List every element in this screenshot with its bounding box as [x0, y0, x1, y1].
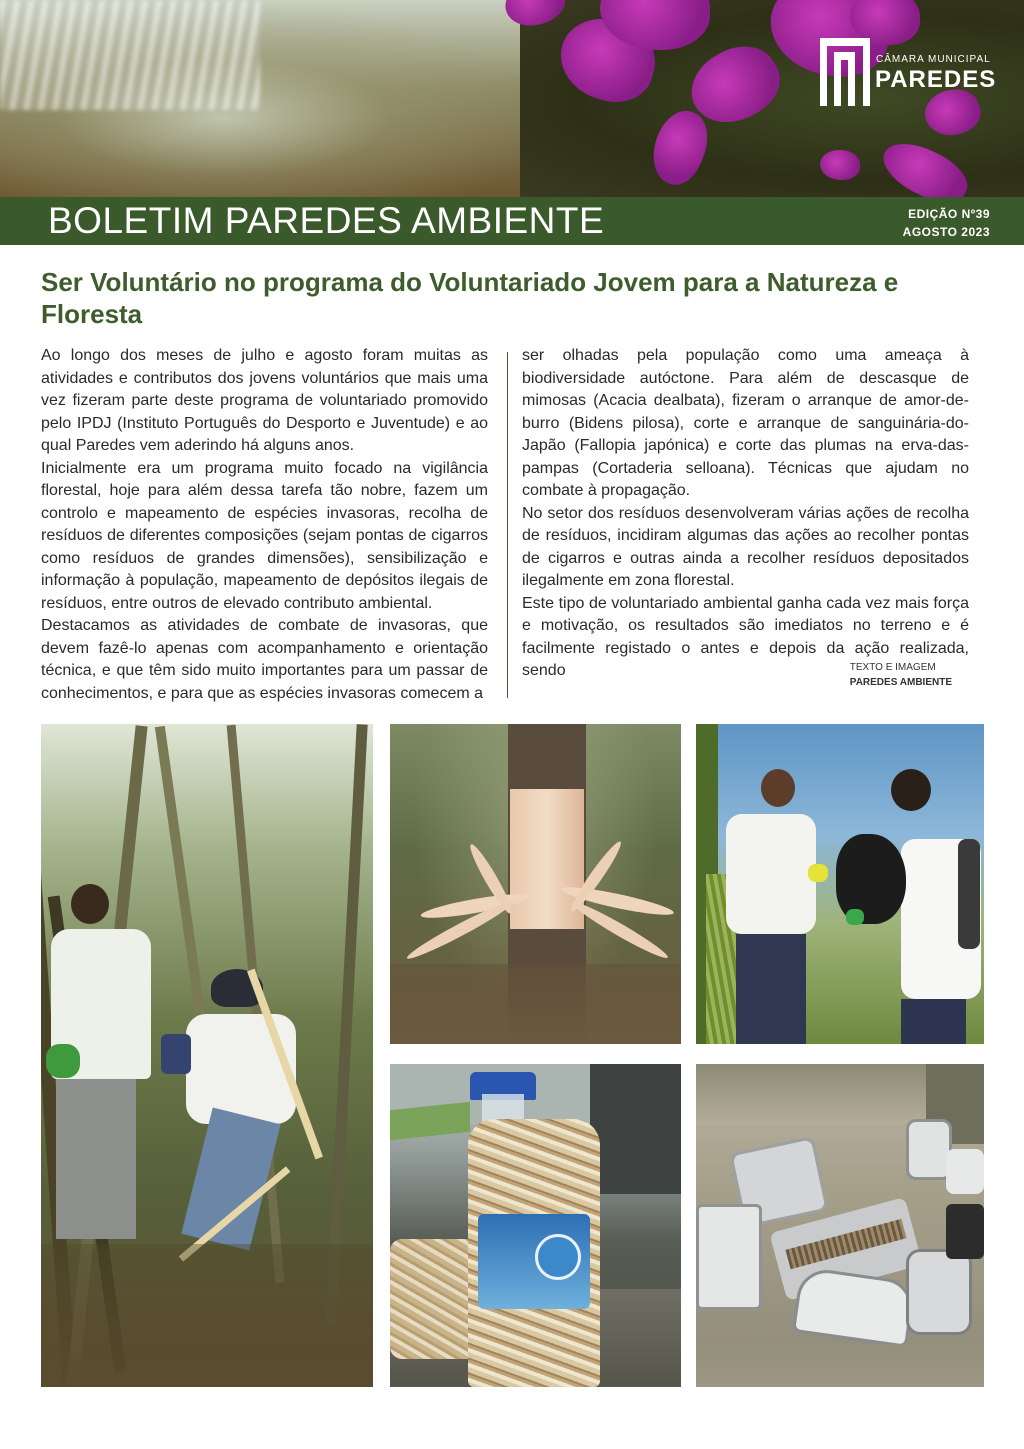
photo-debarked-tree[interactable]	[390, 724, 681, 1044]
flower-petal	[820, 150, 860, 180]
credit-label: TEXTO E IMAGEM	[849, 662, 936, 673]
article-paragraph: Este tipo de voluntariado ambiental ganha cada vez mais força e motivação, os resultados são imediatos no terreno e é facilmente registado o antes e depois da ação realizada, sendo	[522, 594, 969, 679]
edition-info	[903, 205, 990, 241]
article-paragraph: Inicialmente era um programa muito focado na vigilância florestal, hoje para além dessa tarefa tão nobre, fazem um controlo e mapeamento de espécies invasoras, recolha de resíduos de diferentes composições (sejam pontas de cigarros como resíduos de grandes dimensões), sensibilização e informação à população, mapeamento de depósitos ilegais de resíduos, entre outros de elevado contributo ambiental.	[41, 459, 488, 612]
article-paragraph: No setor dos resíduos desenvolveram várias ações de recolha de resíduos, incidiram algumas das ações ao recolher pontas de cigarros e outras ainda a recolher resíduos depositados ilegalmente em zona florestal.	[522, 504, 969, 589]
article-column-left	[41, 345, 488, 705]
camara-municipal-paredes-logo[interactable]	[820, 38, 997, 110]
edition-number: EDIÇÃO Nº39	[908, 207, 990, 221]
article-paragraph: Destacamos as atividades de combate de invasoras, que devem fazê-lo apenas com acompanhamento e orientação técnica, e que têm sido muito importantes para um passar de conhecimentos, e para que as espécies invasoras comecem a	[41, 617, 488, 702]
article-paragraph: Ao longo dos meses de julho e agosto foram muitas as atividades e contributos dos jovens voluntários que mais uma vez fizeram parte deste programa de voluntariado promovido pelo IPDJ (Instituto Português do Desporto e Juventude) e ao qual Paredes vem aderindo há alguns anos.	[41, 347, 488, 454]
credit-author: PAREDES AMBIENTE	[849, 677, 952, 688]
photo-illegal-dumped-waste[interactable]	[696, 1064, 984, 1387]
column-divider	[507, 352, 508, 698]
logo-mark	[820, 38, 870, 106]
edition-date: AGOSTO 2023	[902, 225, 990, 239]
article-headline: Ser Voluntário no programa do Voluntariado Jovem para a Natureza e Floresta	[41, 267, 899, 329]
title-bar	[0, 197, 1024, 245]
header-banner-photo	[0, 0, 1024, 197]
waterfall-foam	[0, 0, 260, 110]
photo-cigarette-butts-bottle[interactable]	[390, 1064, 681, 1387]
photo-volunteers-pampas-grass[interactable]	[696, 724, 984, 1044]
logo-title: PAREDES	[875, 66, 997, 93]
article-column-right	[522, 345, 969, 683]
photo-volunteers-debarking[interactable]	[41, 724, 373, 1387]
bulletin-title: BOLETIM PAREDES AMBIENTE	[48, 200, 605, 241]
article-paragraph: ser olhadas pela população como uma ameaça à biodiversidade autóctone. Para além de descasque de mimosas (Acacia dealbata), fizeram o arranque de amor-de-burro (Bidens pilosa), corte e arranque de sanguinária-do-Japão (Fallopia japónica) e corte das plumas na erva-das-pampas (Cortaderia selloana). Técnicas que ajudam no combate à propagação.	[522, 347, 969, 499]
photo-credit	[850, 660, 952, 690]
logo-subtitle: CÂMARA MUNICIPAL	[876, 54, 991, 65]
